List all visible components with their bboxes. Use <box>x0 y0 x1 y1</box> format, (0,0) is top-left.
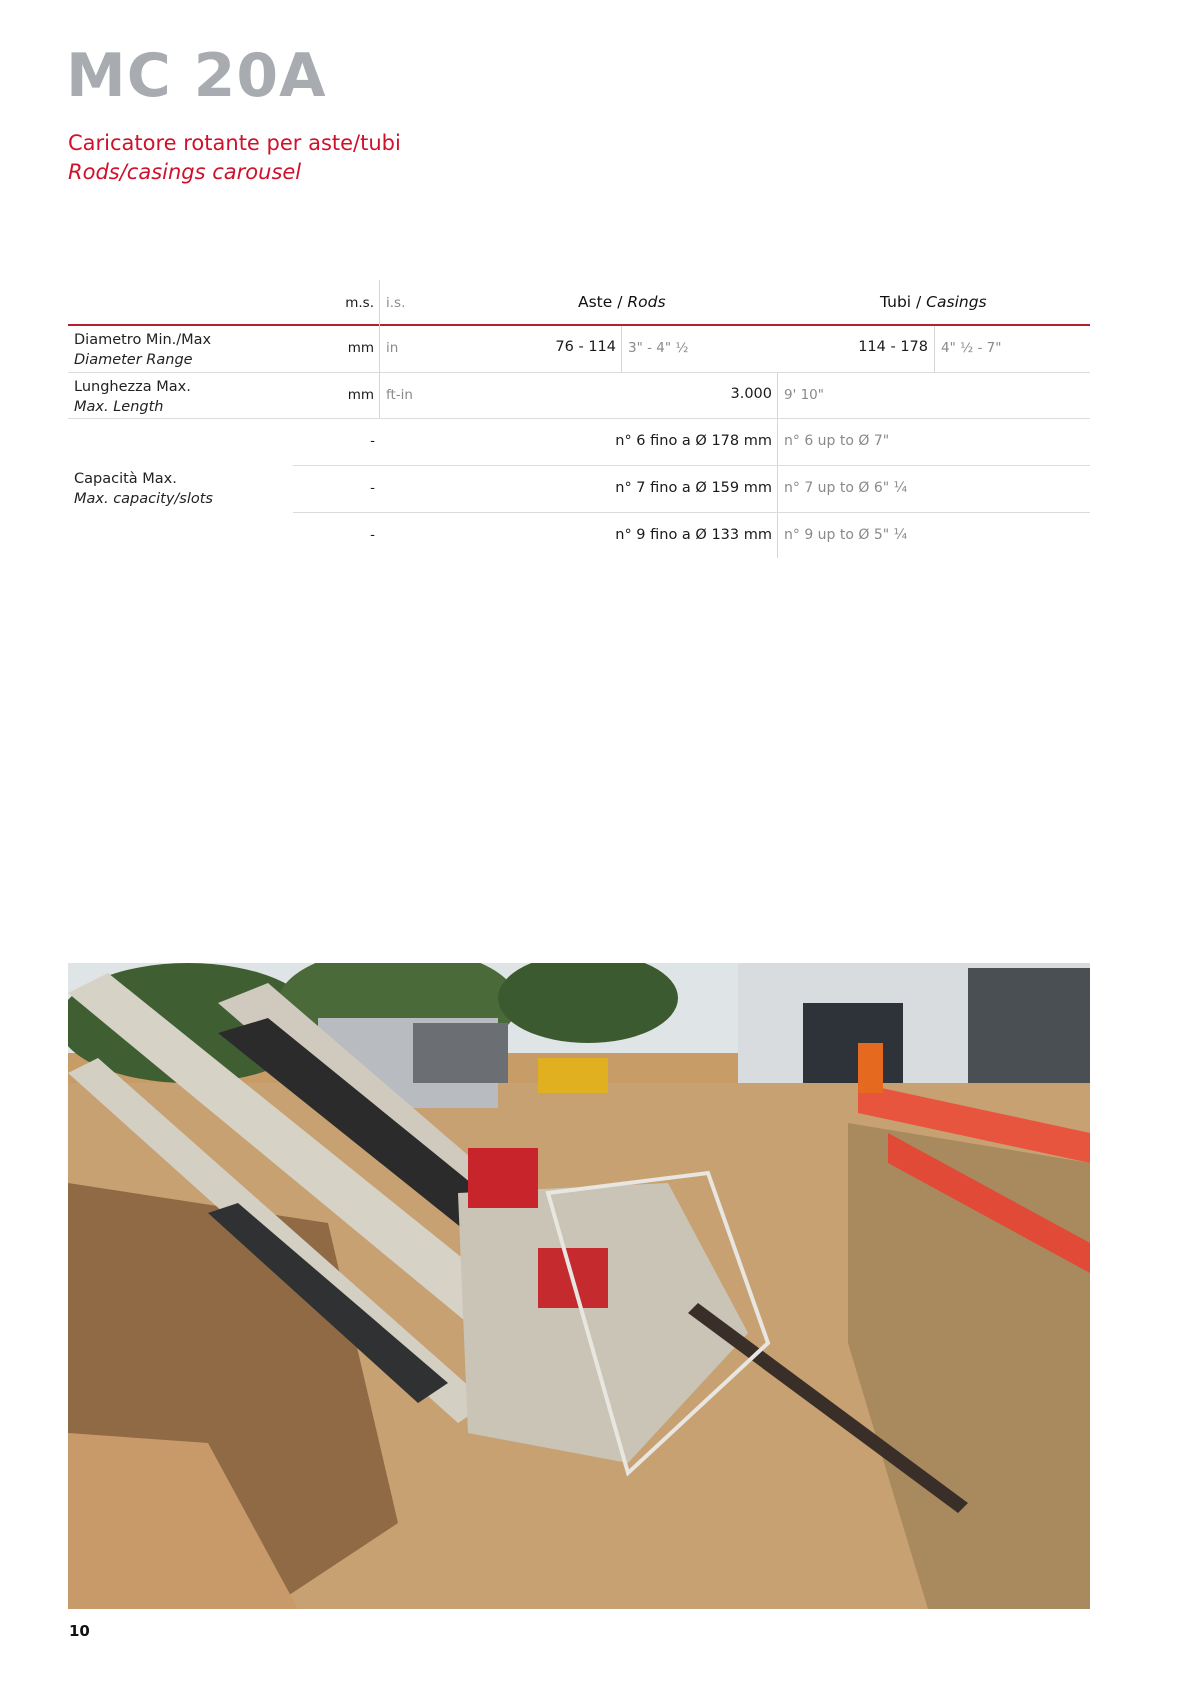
row-label-capacity-it: Capacità Max. <box>74 471 177 487</box>
col-header-rods <box>578 293 666 311</box>
row-divider <box>68 372 1090 373</box>
photo-rig-motor <box>468 1148 538 1208</box>
row-label-capacity <box>74 469 213 509</box>
page-title: MC 20A <box>66 41 327 111</box>
diameter-casings-ms: 114 - 178 <box>858 339 928 355</box>
photo-excavator <box>538 1058 608 1093</box>
diameter-rods-is: 3" - 4" ½ <box>628 340 689 356</box>
row-label-length-it: Lunghezza Max. <box>74 379 191 395</box>
site-photo <box>68 963 1090 1609</box>
diameter-rods-ms: 76 - 114 <box>555 339 616 355</box>
row-divider <box>293 512 1090 513</box>
row-label-diameter-en: Diameter Range <box>74 352 193 368</box>
col-header-rods-en: Rods <box>627 293 666 311</box>
capacity-value-is: n° 6 up to Ø 7" <box>784 433 890 449</box>
divider-ms-is <box>379 280 380 418</box>
col-header-rods-it: Aste / <box>578 293 628 311</box>
row-divider <box>293 465 1090 466</box>
photo-window <box>803 1003 903 1093</box>
length-unit-ms: mm <box>347 387 374 403</box>
row-label-length-en: Max. Length <box>74 399 164 415</box>
header-rule <box>68 324 1090 326</box>
capacity-value-ms: n° 6 fino a Ø 178 mm <box>615 433 772 449</box>
col-header-casings <box>880 293 987 311</box>
diameter-casings-is: 4" ½ - 7" <box>941 340 1002 356</box>
capacity-unit: - <box>370 433 375 449</box>
capacity-value-ms: n° 9 fino a Ø 133 mm <box>615 527 772 543</box>
col-header-casings-en: Casings <box>926 293 987 311</box>
row-label-length <box>74 377 191 417</box>
divider-rods <box>621 326 622 372</box>
row-divider <box>68 418 1090 419</box>
length-unit-is: ft-in <box>386 387 413 403</box>
row-label-diameter <box>74 330 211 370</box>
divider-casings <box>934 326 935 372</box>
photo-truck-bed <box>413 1023 508 1083</box>
capacity-unit: - <box>370 480 375 496</box>
diameter-unit-ms: mm <box>347 340 374 356</box>
row-label-capacity-en: Max. capacity/slots <box>74 491 213 507</box>
photo-worker <box>858 1043 883 1093</box>
spec-table <box>68 0 1090 600</box>
length-value-is: 9' 10" <box>784 387 824 403</box>
diameter-unit-is: in <box>386 340 399 356</box>
capacity-value-is: n° 7 up to Ø 6" ¼ <box>784 480 908 496</box>
col-header-casings-it: Tubi / <box>880 293 927 311</box>
subtitle-italian: Caricatore rotante per aste/tubi <box>68 131 401 155</box>
capacity-value-ms: n° 7 fino a Ø 159 mm <box>615 480 772 496</box>
subtitle-english: Rods/casings carousel <box>68 160 302 184</box>
page-number: 10 <box>69 1622 90 1640</box>
capacity-value-is: n° 9 up to Ø 5" ¼ <box>784 527 908 543</box>
row-label-diameter-it: Diametro Min./Max <box>74 332 212 348</box>
col-header-ms: m.s. <box>345 295 374 311</box>
col-header-is: i.s. <box>386 295 406 311</box>
drilling-rig-photo <box>68 963 1090 1609</box>
capacity-unit: - <box>370 527 375 543</box>
length-value-ms: 3.000 <box>730 386 772 402</box>
